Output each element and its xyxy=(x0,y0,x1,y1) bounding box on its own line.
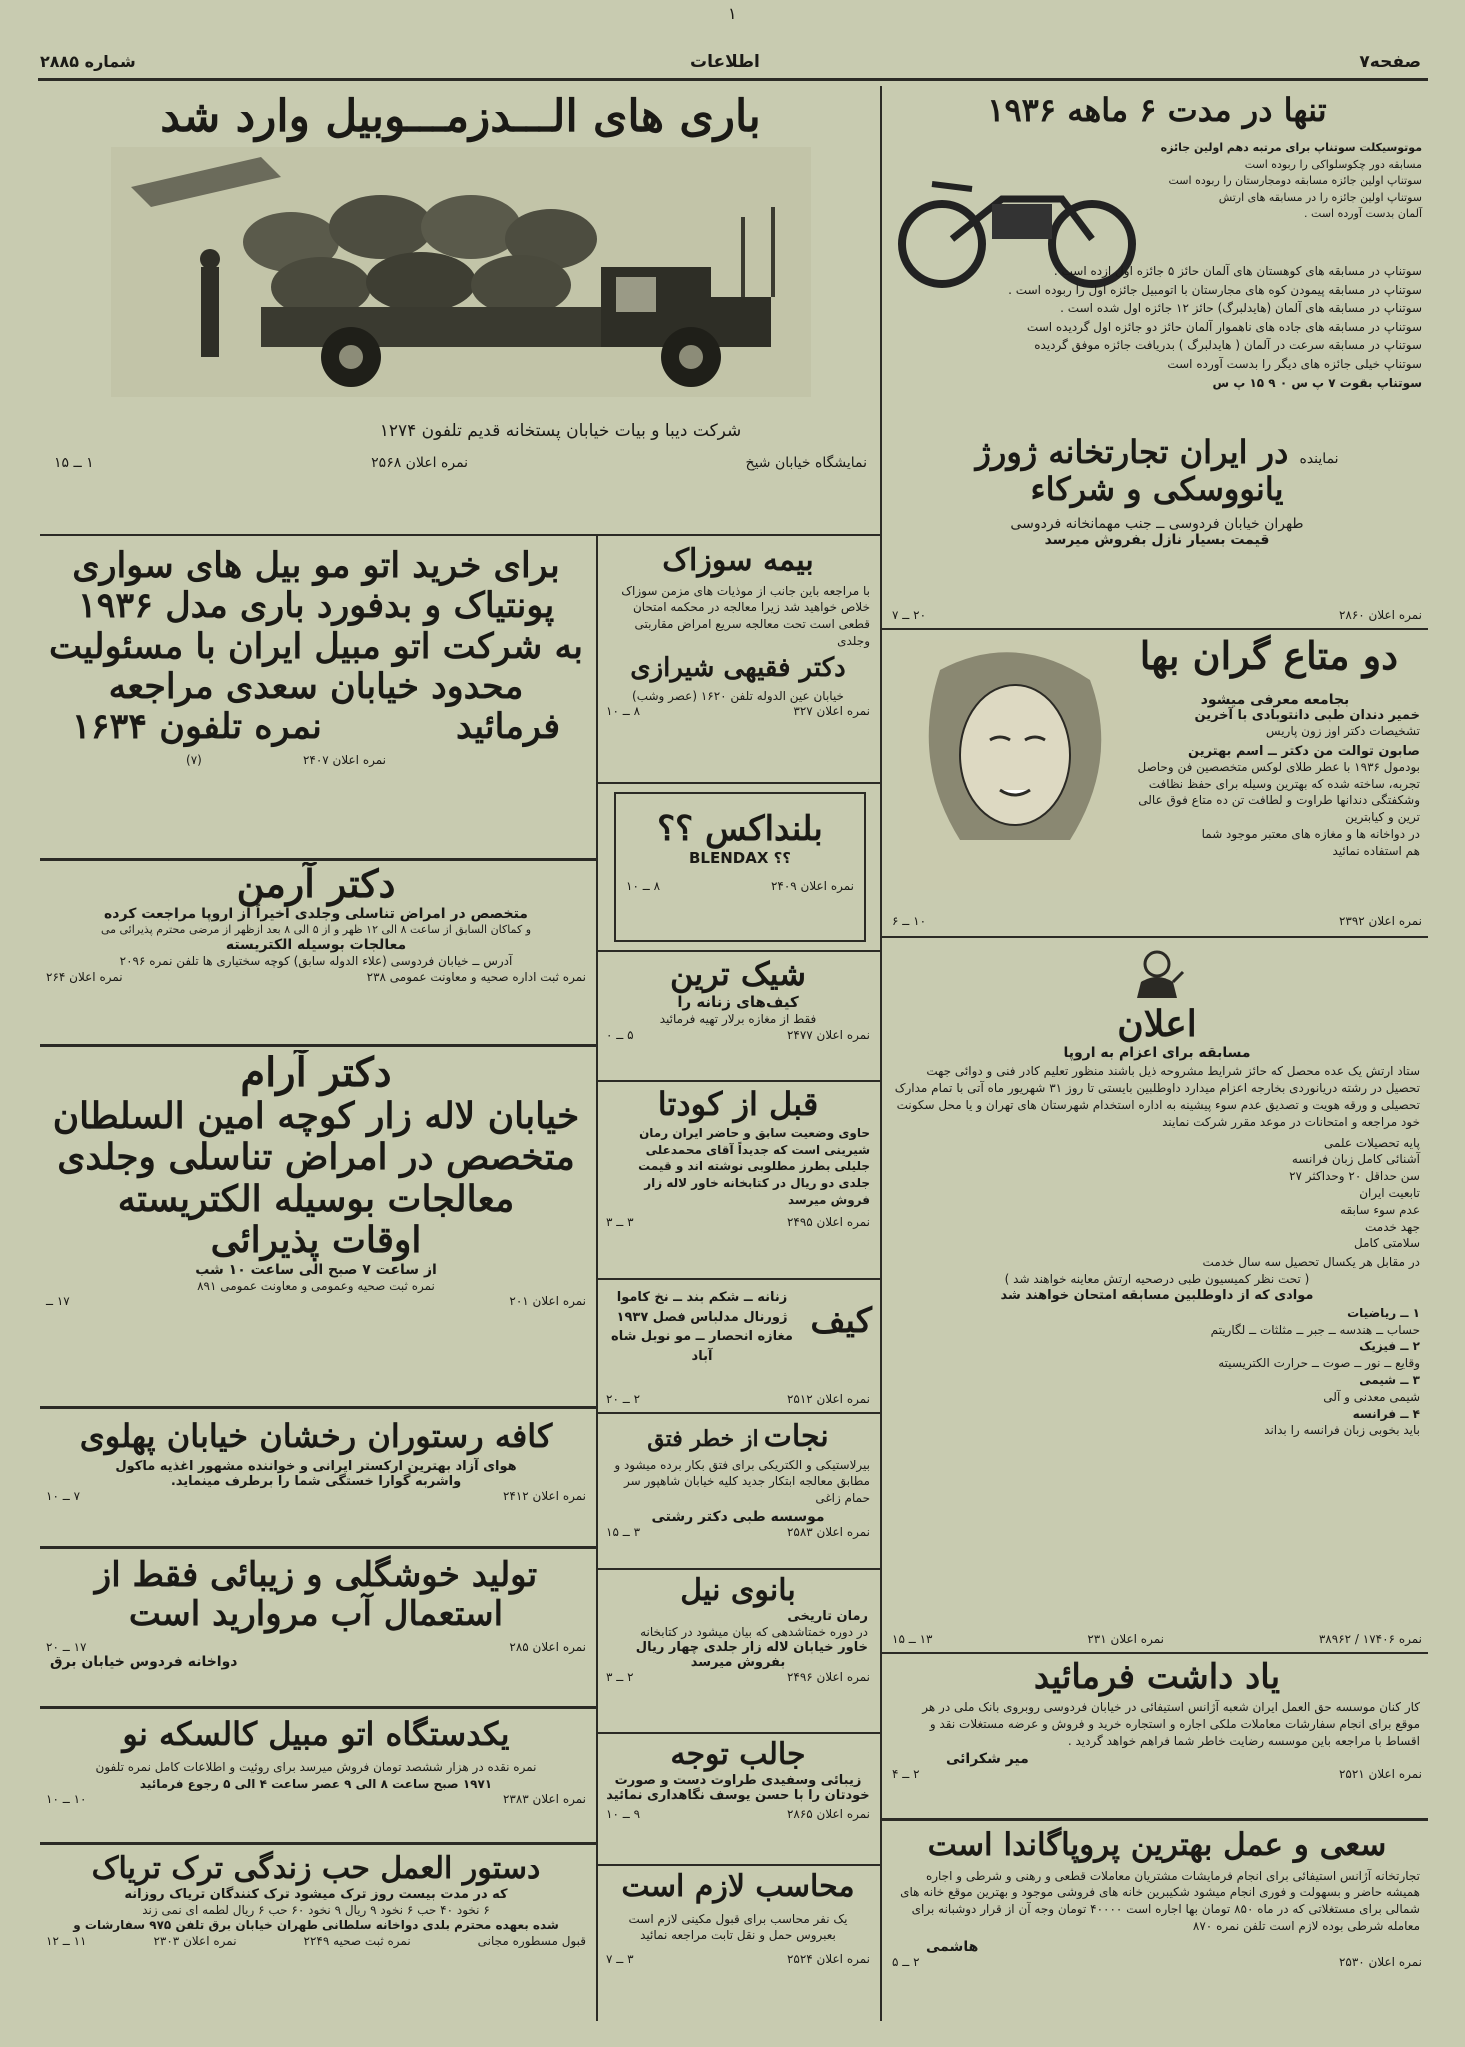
effort-body: تجارتخانه آژانس استیفائی برای انجام فرمایشات مشتریان معاملات قطعی و رهنی و شرطی و اجاره همیشه حاضر و بسهولت و فوری انجام میشود شکیبرین خانه های فروشی موجود و بهترین موقع خانه های شمالی برای مستغلاتی که در ماه ۸۵۰ تومان بها اجاره است ۴۰۰۰۰ تومان وجه آن از قرار دوشبانه برای معامله شرطی بوده لازم است تلفن نمره ۸۷۰ xyxy=(900,1868,1420,1934)
shik-footer xyxy=(600,1028,876,1042)
accountant-line: بعبروس حمل و نقل تابت مراجعه نمائید xyxy=(640,1928,836,1943)
attention-headline: جالب توجه xyxy=(670,1738,806,1772)
hernia-ad-no: نمره اعلان ۲۵۸۳ xyxy=(786,1524,870,1539)
aram-line: معالجات بوسیله الکتریسته xyxy=(117,1177,515,1220)
pontiac-line: پونتیاک و بدفورد باری مدل ۱۹۳۶ xyxy=(77,585,555,627)
insurance-footer xyxy=(600,704,876,718)
blendax-ad xyxy=(620,798,860,938)
rule xyxy=(40,1546,596,1549)
accountant-line: یک نفر محاسب برای قبول مکینی لازم است xyxy=(628,1911,848,1926)
opium-reg: قبول مسطوره مجانی xyxy=(477,1934,586,1949)
notice-subject: ۳ ــ شیمی xyxy=(1359,1372,1420,1387)
moto-agent xyxy=(892,434,1422,548)
attention-ad-no: نمره اعلان ۲۸۶۵ xyxy=(786,1806,870,1821)
notice-req: پایه تحصیلات علمی xyxy=(1323,1135,1420,1150)
hernia-heading xyxy=(600,1420,876,1455)
opium-footer xyxy=(40,1934,592,1948)
notice-note2: ( تحت نظر کمیسیون طبی درصحیه ارتش معاینه خواهند شد ) xyxy=(1004,1271,1310,1286)
moto-line: سوتناپ اولین جائزه را در مسابقه های ارتش xyxy=(1218,190,1422,204)
notice-subject: ۴ ــ فرانسه xyxy=(1352,1406,1420,1421)
shik-sub: کیف‌های زنانه را xyxy=(677,992,799,1011)
two-goods-product1-detail: تشخیصات دکتر اوز زون پاریس xyxy=(1265,724,1420,738)
attention-footer xyxy=(600,1807,876,1821)
opium-ad-no: نمره اعلان ۲۳۰۳ xyxy=(153,1934,237,1949)
rule xyxy=(40,1044,596,1047)
truck-illustration xyxy=(111,147,811,397)
notice-req: سلامتی کامل xyxy=(1354,1236,1420,1251)
insurance-doctor: دکتر فقیهی شیرازی xyxy=(630,652,846,683)
opium-line: شده بعهده محترم بلدی دواخانه سلطانی طهران خیابان برق تلفن ۹۷۵ سفارشات و xyxy=(73,1918,559,1933)
two-goods-intro: بجامعه معرفی میشود xyxy=(1200,692,1350,708)
cafe-ad-no: نمره اعلان ۲۴۱۲ xyxy=(502,1488,586,1503)
hernia-footer xyxy=(600,1525,876,1539)
moto-agent-label: نماینده xyxy=(1299,451,1339,467)
pearl-pharmacy: دواخانه فردوس خیابان برق xyxy=(50,1654,238,1671)
moto-line: سوتناپ در مسابقه های کوهستان های آلمان حائز ۵ جائزه اول ازده است . xyxy=(1053,264,1422,278)
two-goods-body xyxy=(1130,692,1420,860)
moto-line: موتوسیکلت سوتناپ برای مرتبه دهم اولین جائزه xyxy=(1160,141,1422,154)
two-goods-headline: دو متاع گران بها xyxy=(1139,634,1398,678)
col-rule-right xyxy=(880,86,882,2021)
notice-subjects xyxy=(886,1303,1428,1441)
two-goods-text2: در دواخانه ها و مغازه های معتبر موجود شما xyxy=(1201,826,1420,841)
bag-dates: ۲ ــ ۲۰ xyxy=(606,1392,641,1406)
moto-line: سوتناپ اولین جائزه مسابقه دومجارستان را ربوده است xyxy=(1168,174,1422,187)
page-label: صفحه۷ xyxy=(1359,52,1421,72)
page-number: ۱ xyxy=(728,4,737,23)
woman-illustration xyxy=(900,640,1130,890)
masthead-title: اطلاعات xyxy=(690,52,760,72)
remember-ad-no: نمره اعلان ۲۵۲۱ xyxy=(1338,1767,1422,1782)
hernia-ad xyxy=(600,1418,876,1566)
armen-ad-no: نمره اعلان ۲۶۴ xyxy=(46,969,123,984)
nile-line: رمان تاریخی xyxy=(787,1608,868,1624)
rule xyxy=(40,858,596,861)
rule xyxy=(598,950,880,952)
notice-subjects-title: موادی که از داوطلبین مسابقه امتحان خواهند شد xyxy=(1000,1287,1314,1303)
truck-showroom: نمایشگاه خیابان شیخ xyxy=(745,454,867,471)
coup-dates: ۳ ــ ۳ xyxy=(606,1214,634,1229)
notice-ad xyxy=(886,944,1428,1650)
notice-subject: ۲ ــ فیزیک xyxy=(1359,1339,1420,1354)
bag-ad xyxy=(600,1284,876,1410)
rule xyxy=(40,1406,596,1409)
aram-line: اوقات پذیرائی xyxy=(210,1219,422,1262)
coup-body: حاوی وضعیت سابق و حاضر ایران رمان شیرینی است که جدیداً آقای محمدعلی جلیلی بطرز مطلوبی نوشته اند و قیمت جلدی دو ریال در کتابخانه خاور لاله زار فروش میرسد xyxy=(638,1125,870,1207)
notice-footer xyxy=(886,1632,1428,1646)
coup-ad xyxy=(600,1086,876,1276)
notice-req: آشنائی کامل زبان فرانسه xyxy=(1291,1152,1420,1167)
truck-dates: ۱ ــ ۱۵ xyxy=(54,454,94,471)
issue-number: شماره ۲۸۸۵ xyxy=(40,52,136,71)
nile-footer xyxy=(600,1670,876,1684)
attention-line: خودتان را با حسن یوسف نگاهداری نمائید xyxy=(606,1787,870,1803)
moto-line: سوتناپ در مسابقه های آلمان (هایدلبرگ) حائز ۱۲ جائزه اول شده است . xyxy=(1060,301,1422,316)
notice-note: در مقابل هر یکسال تحصیل سه سال خدمت xyxy=(1202,1255,1420,1270)
notice-reg: نمره ۱۷۴۰۶ / ۳۸۹۶۲ xyxy=(1318,1632,1422,1646)
nile-ad-no: نمره اعلان ۲۴۹۶ xyxy=(786,1670,870,1685)
two-goods-product1: خمیر دندان طبی دانتوبادی با آخرین xyxy=(1194,708,1420,723)
opium-line: که در مدت بیست روز ترک میشود ترک کنندگان تریاک روزانه xyxy=(124,1886,508,1902)
aram-ad-no: نمره اعلان ۲۰۱ xyxy=(509,1294,586,1309)
cafe-dates: ۷ ــ ۱۰ xyxy=(46,1488,81,1503)
rule xyxy=(40,1842,596,1845)
truck-company: شرکت دیبا و بیات خیابان پستخانه قدیم تلفون ۱۲۷۴ xyxy=(379,420,742,441)
shik-ad-no: نمره اعلان ۲۴۷۷ xyxy=(786,1027,870,1042)
effort-headline: سعی و عمل بهترین پروپاگاندا است xyxy=(927,1827,1387,1863)
cafe-line: هوای آزاد بهترین ارکستر ایرانی و خواننده مشهور اغذیه ماکول xyxy=(115,1458,517,1474)
carriage-line: نمره نقده در هزار ششصد تومان فروش میرسد برای روئیت و اطلاعات کامل نمره تلفون xyxy=(95,1759,537,1774)
rule xyxy=(882,628,1428,630)
pontiac-ad xyxy=(40,540,592,856)
hernia-rest: از خطر فتق xyxy=(647,1426,759,1452)
notice-req: تابعیت ایران xyxy=(1359,1185,1420,1200)
notice-subject: حساب ــ هندسه ــ جبر ــ مثلثات ــ لگاریتم xyxy=(1210,1322,1420,1337)
rule xyxy=(598,782,880,784)
rule xyxy=(882,1818,1428,1821)
pontiac-line: محدود خیابان سعدی مراجعه xyxy=(108,665,524,707)
carriage-footer xyxy=(40,1792,592,1806)
rule xyxy=(598,1568,880,1570)
shik-headline: شیک ترین xyxy=(669,956,807,993)
cafe-headline: کافه رستوران رخشان خیابان پهلوی xyxy=(79,1417,553,1455)
effort-ad-no: نمره اعلان ۲۵۳۰ xyxy=(1338,1954,1422,1969)
rule xyxy=(598,1412,880,1414)
remember-dates: ۲ ــ ۴ xyxy=(892,1767,920,1782)
rule xyxy=(40,1706,596,1709)
opium-ad xyxy=(40,1848,592,2024)
notice-dates: ۱۳ ــ ۱۵ xyxy=(892,1632,933,1646)
opium-ad-no2: نمره ثبت صحیه ۲۲۴۹ xyxy=(303,1934,411,1949)
armen-ad xyxy=(40,862,592,1042)
moto-footer xyxy=(886,608,1428,622)
two-goods-footer xyxy=(886,914,1428,928)
remember-name: میر شکرائی xyxy=(946,1751,1029,1768)
moto-headline: تنها در مدت ۶ ماهه ۱۹۳۶ xyxy=(987,91,1327,129)
aram-line: متخصص در امراض تناسلی وجلدی xyxy=(57,1136,575,1179)
pontiac-dates: (۷) xyxy=(186,753,202,768)
two-goods-text3: هم استفاده نمائید xyxy=(1332,843,1420,858)
opium-line: ۶ نخود ۴۰ حب ۶ نخود ۹ ریال ۹ نخود ۶۰ حب ۶ ریال لطمه ای نمی زند xyxy=(142,1902,490,1917)
pearl-footer xyxy=(40,1640,592,1654)
two-goods-text: بودمول ۱۹۳۶ با عطر طلای لوکس متخصصین فن وحاصل تجربه، ساخته شده که بهترین وسیله برای حفظ نظافت وشکفتگی دندانها طراوت و لطافت تن ده متاع فوق عالی ترین و کیابترین xyxy=(1137,759,1420,825)
notice-ad-no: نمره اعلان ۲۳۱ xyxy=(1087,1632,1164,1646)
notice-req: جهد خدمت xyxy=(1365,1219,1420,1234)
notice-headline: اعلان xyxy=(1117,1003,1197,1045)
hernia-body: بیرلاستیکی و الکتریکی برای فتق بکار برده میشود و مطابق معالجه ابتکار جدید کلیه خیابان شاهپور سر حمام زاغی xyxy=(614,1457,870,1506)
rule xyxy=(882,936,1428,938)
armen-line: معالجات بوسیله الکتریسته xyxy=(225,937,407,954)
insurance-ad-no: نمره اعلان ۳۲۷ xyxy=(793,704,870,719)
coup-footer xyxy=(600,1215,876,1229)
coup-ad-no: نمره اعلان ۲۴۹۵ xyxy=(786,1214,870,1229)
remember-headline: یاد داشت فرمائید xyxy=(1033,1658,1281,1697)
rule xyxy=(882,1652,1428,1654)
carriage-line: ۱۹۷۱ صبح ساعت ۸ الی ۹ عصر ساعت ۴ الی ۵ رجوع فرمائید xyxy=(139,1776,493,1791)
masthead-rule xyxy=(38,78,1428,81)
aram-headline: دکتر آرام xyxy=(240,1050,392,1096)
nile-ad xyxy=(600,1574,876,1730)
effort-name: هاشمی xyxy=(926,1938,979,1955)
insurance-dates: ۸ ــ ۱۰ xyxy=(606,704,641,719)
nile-line: بفروش میرسد xyxy=(690,1655,786,1671)
insurance-headline: بیمه سوزاک xyxy=(662,543,814,578)
hernia-institute: موسسه طبی دکتر رشتی xyxy=(651,1508,825,1525)
cafe-line: واشربه گوارا خستگی شما را برطرف مینماید. xyxy=(170,1473,462,1489)
pearl-ad xyxy=(40,1552,592,1702)
attention-line: زیبائی وسفیدی طراوت دست و صورت xyxy=(614,1772,862,1788)
aram-reg: نمره ثبت صحیه وعمومی و معاونت عمومی ۸۹۱ xyxy=(197,1278,435,1293)
pearl-line: استعمال آب مروارید است xyxy=(128,1594,504,1635)
pontiac-ad-no: نمره اعلان ۲۴۰۷ xyxy=(302,753,386,768)
coup-headline: قبل از کودتا xyxy=(657,1086,819,1123)
notice-subject: وقایع ــ نور ــ صوت ــ حرارت الکتریسیته xyxy=(1218,1356,1420,1371)
effort-dates: ۲ ــ ۵ xyxy=(892,1954,920,1969)
hernia-word: نجات xyxy=(763,1419,829,1454)
two-goods-dates: ۱۰ ــ ۶ xyxy=(892,914,927,928)
accountant-ad-no: نمره اعلان ۲۵۲۴ xyxy=(786,1952,870,1967)
cafe-ad xyxy=(40,1412,592,1542)
two-goods-product2: صابون توالت من دکتر ــ اسم بهترین xyxy=(1188,743,1420,759)
armen-line: متخصص در امراض تناسلی وجلدی اخیراً از اروپا مراجعت کرده xyxy=(104,905,528,922)
moto-agent-name2: یانووسکی و شرکاء xyxy=(1030,469,1284,508)
armen-line: آدرس ــ خیابان فردوسی (علاء الدوله سابق) کوچه سختیاری ها تلفن نمره ۲۰۹۶ xyxy=(119,954,513,969)
remember-body: کار کنان موسسه حق العمل ایران شعبه آژانس استیفائی در خیابان فردوسی روبروی بانک ملی در هر موقع برای انجام سفارشات معاملات ملکی اجاره و استجاره خرید و فروش و عرضه مستغلات نقد و اقساط با مراجعه باین موسسه رضایت خاطر شما فراهم خواهد گردید . xyxy=(922,1700,1420,1748)
moto-line: سوتناپ در مسابقه های جاده های ناهموار آلمان حائز دو جائزه اول گردیده است xyxy=(1026,319,1422,334)
notice-reqs xyxy=(1088,1133,1428,1255)
carriage-dates: ۱۰ ــ ۱۰ xyxy=(46,1792,87,1807)
insurance-ad xyxy=(600,540,876,780)
armen-footer xyxy=(40,970,592,984)
moto-lines xyxy=(1132,140,1422,223)
armen-reg: نمره ثبت اداره صحیه و معاونت عمومی ۲۳۸ xyxy=(366,969,586,984)
aram-dates: ۱۷ ــ xyxy=(46,1294,70,1309)
pontiac-line: فرمائید نمره تلفون ۱۶۳۴ xyxy=(71,706,561,747)
two-goods-ad-no: نمره اعلان ۲۳۹۲ xyxy=(1338,914,1422,928)
hernia-dates: ۳ ــ ۱۵ xyxy=(606,1524,641,1539)
nile-headline: بانوی نیل xyxy=(680,1574,796,1608)
bag-line: زنانه ــ شکم بند ــ نخ کاموا xyxy=(616,1290,788,1305)
notice-req: عدم سوء سابقه xyxy=(1340,1202,1420,1217)
shik-ad xyxy=(600,956,876,1076)
notice-subject: شیمی معدنی و آلی xyxy=(1323,1389,1420,1404)
blendax-headline: بلنداکس ؟؟ xyxy=(657,809,823,849)
attention-ad xyxy=(600,1738,876,1862)
pontiac-line: به شرکت اتو مبیل ایران با مسئولیت xyxy=(48,625,584,667)
rule xyxy=(598,1080,880,1082)
effort-footer xyxy=(886,1955,1428,1969)
accountant-headline: محاسب لازم است xyxy=(621,1870,855,1904)
moto-line: سوتناپ در مسابقه پیمودن کوه های مجارستان با اتومبیل جائزه اول را ربوده است . xyxy=(1008,282,1422,297)
armen-line: و کماکان السابق از ساعت ۸ الی ۱۲ ظهر و از ۵ الی ۸ بعد ازظهر از مرضی محترم پذیرائی می xyxy=(100,922,532,936)
moto-line: سوتناپ خیلی جائزه های دیگر را بدست آورده است xyxy=(1167,356,1422,371)
nile-line: در دوره خمتاشدهی که بیان میشود در کتابخانه xyxy=(640,1624,868,1639)
rule xyxy=(598,1732,880,1734)
nile-dates: ۲ ــ ۳ xyxy=(606,1670,634,1685)
insurance-body: با مراجعه باین جانب از موذیات های مزمن سوزاک خلاص خواهید شد زیرا معالجه در محکمه امتحان قطعی است تحت معالجه سریع امراض مقاربتی وجلدی xyxy=(621,583,870,648)
aram-footer xyxy=(40,1294,592,1308)
blendax-latin: BLENDAX ؟؟ xyxy=(688,849,792,868)
truck-footer xyxy=(48,455,873,471)
notice-subject: باید بخوبی زبان فرانسه را بداند xyxy=(1264,1423,1420,1438)
pontiac-footer xyxy=(40,753,592,767)
pearl-ad-no: نمره اعلان ۲۸۵ xyxy=(509,1640,586,1655)
two-goods-ad xyxy=(886,634,1428,934)
moto-line: سوتناپ بقوت ۷ پ س ۰ ۹ ۱۵ پ س xyxy=(1212,375,1422,390)
shik-dates: ۵ ــ ۰ xyxy=(606,1027,634,1042)
notice-subject: ۱ ــ ریاضیات xyxy=(1347,1305,1420,1320)
moto-line: آلمان بدست آورده است . xyxy=(1304,207,1422,220)
moto-agent-name: در ایران تجارتخانه ژورژ xyxy=(975,433,1289,471)
notice-body: ستاد ارتش یک عده محصل که حائز شرایط مشروحه ذیل باشند منظور تعلیم کادر فنی و دوائی جهت تحصیل در رشته دریانوردی بخارجه اعزام میدارد داوطلبین بایستی تا روز ۳۱ شهریور ماه آتی با تمام مدارک تحصیلی و ورقه هویت و تصدیق عدم سوء پیشینه به اداره استخدام شهرستان های تهران و یا محل سکونت خود مراجعه و امتحانات در موعد مقرر شرکت نمایند xyxy=(894,1064,1420,1129)
armen-headline: دکتر آرمن xyxy=(236,862,396,906)
moto-line: مسابقه دور چکوسلواکی را ربوده است xyxy=(1244,157,1422,171)
cafe-footer xyxy=(40,1489,592,1503)
notice-req: سن حداقل ۲۰ وحداکثر ۲۷ xyxy=(1289,1169,1420,1184)
motorcycle-ad xyxy=(886,86,1428,626)
remember-ad xyxy=(886,1658,1428,1816)
attention-dates: ۹ ــ ۱۰ xyxy=(606,1806,641,1821)
bag-ad-no: نمره اعلان ۲۵۱۲ xyxy=(786,1392,870,1406)
pearl-dates: ۱۷ ــ ۲۰ xyxy=(46,1640,87,1655)
bag-line: مغازه انحصار ــ مو نوبل شاه آباد xyxy=(611,1329,793,1364)
opium-dates: ۱۱ ــ ۱۲ xyxy=(46,1934,87,1949)
carriage-ad-no: نمره اعلان ۲۳۸۳ xyxy=(502,1792,586,1807)
aram-ad xyxy=(40,1050,592,1404)
nile-line: خاور خیابان لاله زار جلدی چهار ریال xyxy=(635,1640,868,1656)
moto-lines-2 xyxy=(902,262,1422,392)
aram-hours: از ساعت ۷ صبح الی ساعت ۱۰ شب xyxy=(195,1261,437,1278)
bag-footer xyxy=(600,1392,876,1406)
moto-dates: ۲۰ ــ ۷ xyxy=(892,608,927,622)
shik-line: فقط از مغازه برلار تهیه فرمائید xyxy=(659,1011,817,1026)
lion-sun-emblem xyxy=(1127,948,1187,1004)
moto-address: طهران خیابان فردوسی ــ جنب مهمانخانه فردوسی xyxy=(1010,515,1304,532)
bag-lines xyxy=(604,1288,800,1366)
accountant-ad xyxy=(600,1870,876,2020)
remember-footer xyxy=(886,1767,1428,1781)
moto-ad-no: نمره اعلان ۲۸۶۰ xyxy=(1338,608,1422,622)
accountant-footer xyxy=(600,1952,876,1966)
pearl-line: تولید خوشگلی و زیبائی فقط از xyxy=(94,1555,538,1595)
blendax-dates: ۸ ــ ۱۰ xyxy=(626,879,661,894)
moto-price: قیمت بسیار نازل بفروش میرسد xyxy=(1044,531,1270,548)
rule xyxy=(40,534,880,536)
blendax-ad-no: نمره اعلان ۲۴۰۹ xyxy=(770,879,854,894)
bag-word: کیف xyxy=(810,1301,872,1341)
rule xyxy=(598,1278,880,1280)
opium-headline: دستور العمل حب زندگی ترک تریاک xyxy=(91,1851,541,1886)
blendax-footer xyxy=(620,879,860,893)
moto-line: سوتناپ در مسابقه سرعت در آلمان ( هایدلبرگ ) بدریافت جائزه موفق گردیده xyxy=(1034,338,1422,353)
truck-ad-no: نمره اعلان ۲۵۶۸ xyxy=(371,454,469,471)
aram-line: خیابان لاله زار کوچه امین السلطان xyxy=(52,1095,580,1137)
accountant-dates: ۳ ــ ۷ xyxy=(606,1952,634,1967)
carriage-ad xyxy=(40,1712,592,1842)
truck-headline: باری های الـــدزمـــوبیل وارد شد xyxy=(160,91,761,142)
carriage-headline: یکدستگاه اتو مبیل کالسکه نو xyxy=(122,1715,510,1753)
truck-ad xyxy=(48,86,873,532)
notice-title: مسابقه برای اعزام به اروپا xyxy=(1063,1045,1251,1062)
pontiac-line: برای خرید اتو مو بیل های سواری xyxy=(72,545,560,586)
insurance-address: خیابان عین الدوله تلفن ۱۶۲۰ (عصر وشب) xyxy=(632,688,844,703)
rule xyxy=(598,1864,880,1866)
bag-line: ژورنال مدلباس فصل ۱۹۳۷ xyxy=(616,1309,788,1325)
effort-ad xyxy=(886,1824,1428,2020)
